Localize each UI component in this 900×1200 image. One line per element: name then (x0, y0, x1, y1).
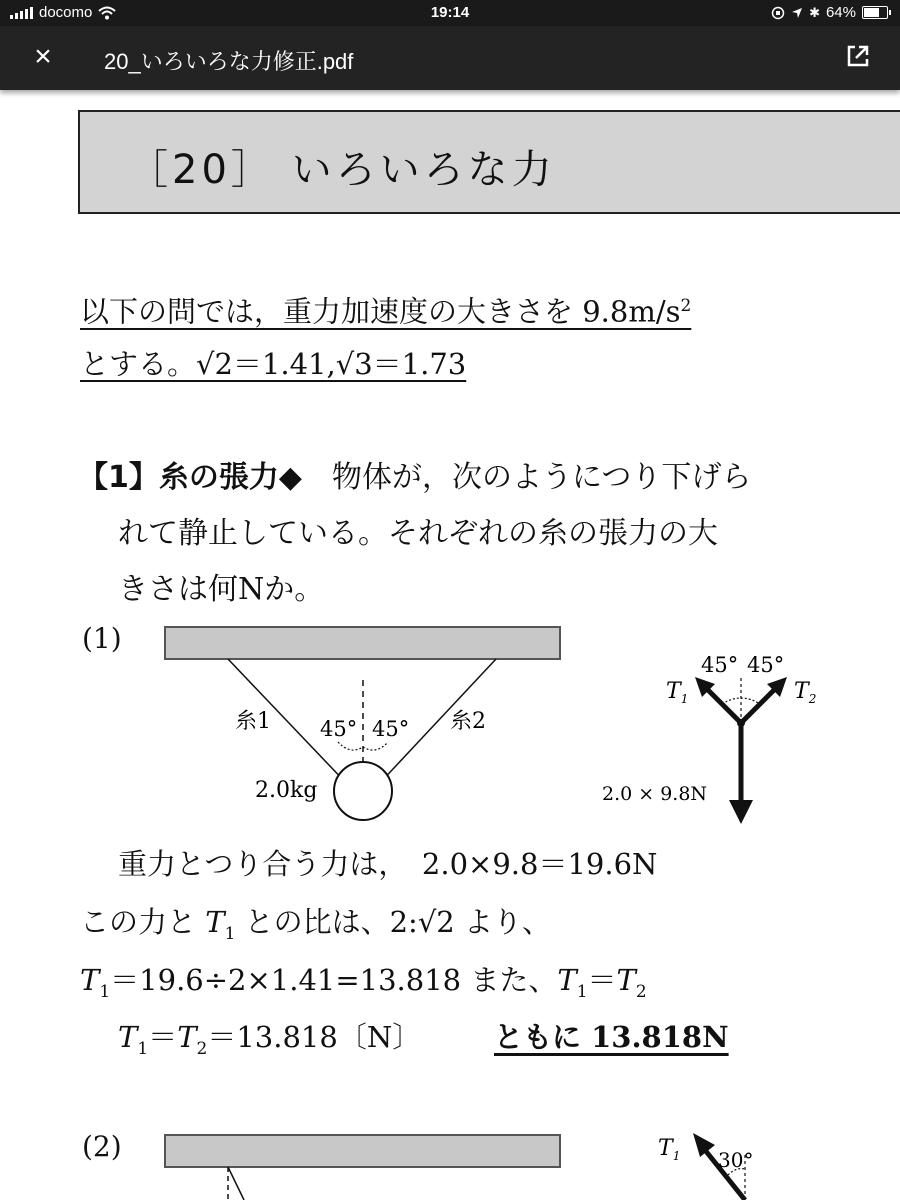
intro-line-2: とする。√2＝1.41,√3＝1.73 (80, 346, 467, 381)
force-angle-1-label: 45° (701, 653, 739, 677)
string-1-label: 糸1 (235, 709, 271, 734)
angle-2-label: 45° (372, 717, 410, 741)
force-origin (737, 719, 745, 727)
bluetooth-icon: ✱ (809, 4, 820, 20)
solution-line-4: $T_1=T_2=13.818$〔N〕 (118, 1020, 422, 1059)
string-2-label: 糸2 (450, 709, 486, 734)
angle-1-label: 45° (320, 717, 358, 741)
answer-1: ともに 13.818N (494, 1020, 729, 1054)
open-external-button[interactable] (842, 40, 874, 72)
chapter-heading-box (78, 110, 900, 214)
pdf-page[interactable] (0, 90, 900, 1200)
problem-1-text-1: 物体が，次のようにつり下げら (331, 460, 752, 495)
diagram-1-hanging-mass (160, 625, 570, 825)
open-in-new-icon (842, 40, 874, 72)
force-diagram-2 (650, 1125, 780, 1200)
solution-line-2: この力と $T_1$ との比は、2:√2 より、 (80, 905, 551, 944)
intro-text (80, 280, 691, 390)
solution-line-1: 重力とつり合う力は， 2.0×9.8＝19.6N (118, 847, 658, 881)
ceiling (165, 627, 560, 659)
question-1-number: (1) (82, 622, 122, 655)
solution-line-3: $T_1=19.6\div 2\times 1.41=13.818$ また、$T_1=T_2$ (80, 963, 647, 1002)
problem-1-label: 【1】糸の張力◆ (78, 460, 302, 495)
intro-line-1: 以下の問では，重力加速度の大きさを $9.8m/s^2$ (80, 294, 692, 329)
tension-2-arrow (741, 687, 777, 723)
battery-percent: 64% (825, 4, 856, 21)
angle-arc-left (338, 742, 363, 750)
battery-icon (862, 6, 888, 19)
tension-1-arrow (705, 687, 741, 723)
q2-t1-label: $T_1$ (658, 1136, 681, 1163)
carrier-name: docomo (39, 4, 93, 21)
status-bar (0, 0, 900, 26)
t1-label: $T_1$ (666, 679, 689, 706)
force-angle-2-label: 45° (747, 653, 785, 677)
force-diagram-1 (598, 648, 838, 838)
t2-label: $T_2$ (794, 679, 817, 706)
ceiling-2 (165, 1135, 560, 1167)
mass-ball (334, 762, 392, 820)
chapter-title: ［20］ いろいろな力 (128, 147, 556, 193)
weight-label: 2.0 × 9.8N (602, 783, 708, 805)
orientation-lock-icon (771, 6, 785, 20)
close-icon: × (34, 40, 52, 73)
question-2-number: (2) (82, 1130, 122, 1163)
close-button[interactable] (28, 42, 58, 72)
app-bar (0, 26, 900, 90)
angle-arc-right (363, 742, 388, 750)
q2-angle-label: 30° (718, 1148, 754, 1172)
diagram-2 (160, 1130, 570, 1200)
mass-label: 2.0kg (255, 778, 318, 803)
problem-1-heading (78, 450, 868, 618)
document-title: 20_いろいろな力修正.pdf (104, 49, 354, 74)
clock: 19:14 (430, 4, 470, 21)
problem-1-text-3: きさは何Nか。 (118, 572, 325, 607)
problem-1-text-2: れて静止している。それぞれの糸の張力の大 (118, 516, 718, 551)
location-icon (791, 7, 803, 19)
